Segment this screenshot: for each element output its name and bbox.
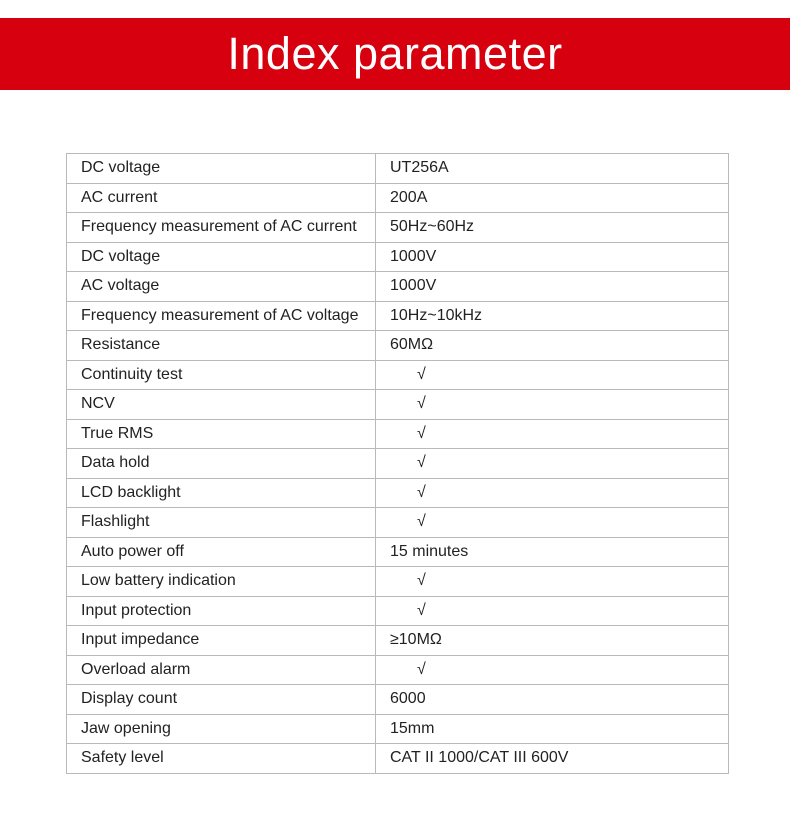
param-value: 15mm (376, 714, 729, 744)
param-label: Jaw opening (67, 714, 376, 744)
checkmark-value: √ (376, 567, 729, 597)
table-row (67, 331, 729, 361)
param-label: DC voltage (67, 242, 376, 272)
param-value: 1000V (376, 242, 729, 272)
param-label: Flashlight (67, 508, 376, 538)
table-row (67, 419, 729, 449)
table-row (67, 213, 729, 243)
param-value: 1000V (376, 272, 729, 302)
table-row (67, 272, 729, 302)
table-row (67, 301, 729, 331)
table-row (67, 183, 729, 213)
param-label: Input protection (67, 596, 376, 626)
table-row (67, 714, 729, 744)
param-value: 10Hz~10kHz (376, 301, 729, 331)
param-value: 200A (376, 183, 729, 213)
param-label: NCV (67, 390, 376, 420)
param-value: 6000 (376, 685, 729, 715)
table-row (67, 390, 729, 420)
checkmark-value: √ (376, 360, 729, 390)
param-value: ≥10MΩ (376, 626, 729, 656)
param-label: Frequency measurement of AC current (67, 213, 376, 243)
checkmark-value: √ (376, 508, 729, 538)
param-label: Safety level (67, 744, 376, 774)
table-row (67, 655, 729, 685)
param-label: Overload alarm (67, 655, 376, 685)
param-label: Display count (67, 685, 376, 715)
page-title: Index parameter (227, 28, 563, 79)
parameter-table (66, 153, 729, 774)
param-label: Data hold (67, 449, 376, 479)
param-value: 50Hz~60Hz (376, 213, 729, 243)
param-label: AC current (67, 183, 376, 213)
table-row (67, 626, 729, 656)
table-row (67, 478, 729, 508)
table-row (67, 449, 729, 479)
table-row (67, 508, 729, 538)
table-row (67, 537, 729, 567)
param-label: Resistance (67, 331, 376, 361)
param-value: CAT II 1000/CAT III 600V (376, 744, 729, 774)
param-value: 60MΩ (376, 331, 729, 361)
param-label: Continuity test (67, 360, 376, 390)
checkmark-value: √ (376, 596, 729, 626)
param-label: Low battery indication (67, 567, 376, 597)
param-value: 15 minutes (376, 537, 729, 567)
table-row (67, 154, 729, 184)
param-label: True RMS (67, 419, 376, 449)
table-row (67, 744, 729, 774)
checkmark-value: √ (376, 655, 729, 685)
param-label: Auto power off (67, 537, 376, 567)
param-label: LCD backlight (67, 478, 376, 508)
param-value: UT256A (376, 154, 729, 184)
table-row (67, 567, 729, 597)
checkmark-value: √ (376, 390, 729, 420)
table-row (67, 596, 729, 626)
checkmark-value: √ (376, 478, 729, 508)
header-banner (0, 18, 790, 90)
table-row (67, 242, 729, 272)
table-row (67, 360, 729, 390)
param-label: AC voltage (67, 272, 376, 302)
param-label: Frequency measurement of AC voltage (67, 301, 376, 331)
checkmark-value: √ (376, 449, 729, 479)
param-label: DC voltage (67, 154, 376, 184)
param-label: Input impedance (67, 626, 376, 656)
table-row (67, 685, 729, 715)
checkmark-value: √ (376, 419, 729, 449)
